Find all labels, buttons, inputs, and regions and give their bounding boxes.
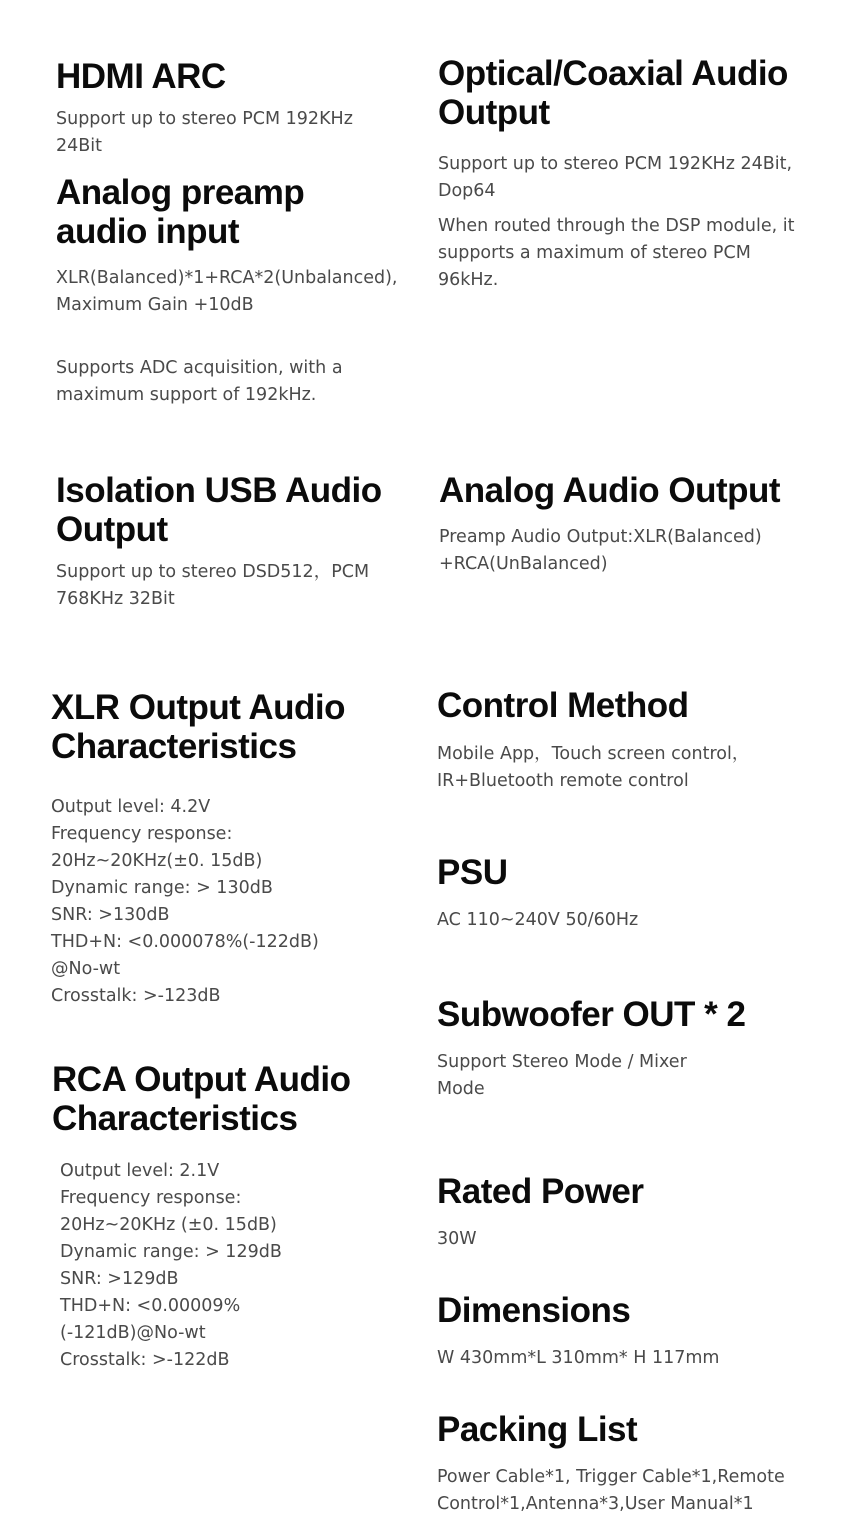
xlr-output-title-line-2: Characteristics [51, 727, 297, 766]
optical-p2-line-3: 96kHz. [438, 270, 499, 290]
optical-section [438, 54, 794, 294]
control-method-title: Control Method [437, 686, 689, 725]
psu-title: PSU [437, 853, 508, 892]
xlr-output-line-4: Dynamic range: > 130dB [51, 878, 273, 898]
hdmi-arc-line-2: 24Bit [56, 136, 102, 156]
rca-output-line-4: Dynamic range: > 129dB [60, 1242, 282, 1262]
control-method-section [437, 686, 749, 795]
control-method-line-1: Mobile App，Touch screen control， [437, 744, 750, 764]
packing-list-section [437, 1410, 785, 1518]
rca-output-title-line-1: RCA Output Audio [52, 1060, 351, 1099]
isolation-usb-title-line-2: Output [56, 510, 168, 549]
xlr-output-line-5: SNR: >130dB [51, 905, 170, 925]
xlr-output-line-7: @No-wt [51, 959, 121, 979]
analog-output-line-2: +RCA(UnBalanced) [439, 554, 608, 574]
rca-output-line-6: THD+N: <0.00009% [60, 1296, 241, 1316]
subwoofer-line-2: Mode [437, 1079, 485, 1099]
analog-input-p2-line-1: Supports ADC acquisition, with a [56, 358, 343, 378]
isolation-usb-title-line-1: Isolation USB Audio [56, 471, 382, 510]
subwoofer-line-1: Support Stereo Mode / Mixer [437, 1052, 687, 1072]
optical-p1-line-2: Dop64 [438, 181, 496, 201]
rca-output-line-5: SNR: >129dB [60, 1269, 179, 1289]
psu-section [437, 853, 638, 934]
xlr-output-line-3: 20Hz~20KHz(±0. 15dB) [51, 851, 263, 871]
analog-input-p2-line-2: maximum support of 192kHz. [56, 385, 317, 405]
xlr-output-line-2: Frequency response: [51, 824, 233, 844]
rca-output-line-2: Frequency response: [60, 1188, 242, 1208]
xlr-output-title [51, 688, 345, 766]
packing-list-line-1: Power Cable*1, Trigger Cable*1,Remote [437, 1467, 785, 1487]
rca-output-line-8: Crosstalk: >-122dB [60, 1350, 230, 1370]
rca-output-title [52, 1060, 351, 1138]
isolation-usb-title [56, 471, 382, 549]
analog-input-title-line-2: audio input [56, 212, 240, 251]
rca-output-line-3: 20Hz~20KHz (±0. 15dB) [60, 1215, 277, 1235]
dimensions-section [437, 1291, 719, 1372]
analog-input-section [56, 173, 398, 409]
xlr-output-line-6: THD+N: <0.000078%(-122dB) [51, 932, 319, 952]
analog-input-title-line-1: Analog preamp [56, 173, 305, 212]
dimensions-title: Dimensions [437, 1291, 631, 1330]
optical-p2-line-1: When routed through the DSP module, it [438, 216, 795, 236]
hdmi-arc-section [56, 57, 353, 160]
optical-title-line-1: Optical/Coaxial Audio [438, 54, 788, 93]
isolation-usb-line-1: Support up to stereo DSD512，PCM [56, 562, 370, 582]
isolation-usb-line-2: 768KHz 32Bit [56, 589, 175, 609]
xlr-output-line-1: Output level: 4.2V [51, 797, 211, 817]
hdmi-arc-line-1: Support up to stereo PCM 192KHz [56, 109, 353, 129]
subwoofer-title: Subwoofer OUT * 2 [437, 995, 746, 1034]
rca-output-section [52, 1060, 351, 1374]
dimensions-line-1: W 430mm*L 310mm* H 117mm [437, 1348, 720, 1368]
rated-power-title: Rated Power [437, 1172, 644, 1211]
optical-p2-line-2: supports a maximum of stereo PCM [438, 243, 751, 263]
analog-input-p1-line-1: XLR(Balanced)*1+RCA*2(Unbalanced), [56, 268, 398, 288]
rated-power-line-1: 30W [437, 1229, 477, 1249]
subwoofer-section [437, 995, 745, 1103]
optical-title [438, 54, 794, 132]
packing-list-line-2: Control*1,Antenna*3,User Manual*1 [437, 1494, 754, 1514]
xlr-output-line-8: Crosstalk: >-123dB [51, 986, 221, 1006]
control-method-line-2: IR+Bluetooth remote control [437, 771, 689, 791]
packing-list-title: Packing List [437, 1410, 638, 1449]
xlr-output-title-line-1: XLR Output Audio [51, 688, 345, 727]
isolation-usb-section [56, 471, 382, 613]
rca-output-line-1: Output level: 2.1V [60, 1161, 220, 1181]
analog-input-title [56, 173, 398, 251]
analog-output-section [439, 471, 780, 578]
analog-output-title: Analog Audio Output [439, 471, 781, 510]
optical-p1-line-1: Support up to stereo PCM 192KHz 24Bit, [438, 154, 793, 174]
psu-line-1: AC 110~240V 50/60Hz [437, 910, 639, 930]
rca-output-line-7: (-121dB)@No-wt [60, 1323, 206, 1343]
analog-output-line-1: Preamp Audio Output:XLR(Balanced) [439, 527, 762, 547]
rca-output-title-line-2: Characteristics [52, 1099, 298, 1138]
optical-title-line-2: Output [438, 93, 550, 132]
hdmi-arc-title: HDMI ARC [56, 57, 226, 96]
rated-power-section [437, 1172, 644, 1253]
xlr-output-section [51, 688, 345, 1010]
analog-input-p1-line-2: Maximum Gain +10dB [56, 295, 254, 315]
